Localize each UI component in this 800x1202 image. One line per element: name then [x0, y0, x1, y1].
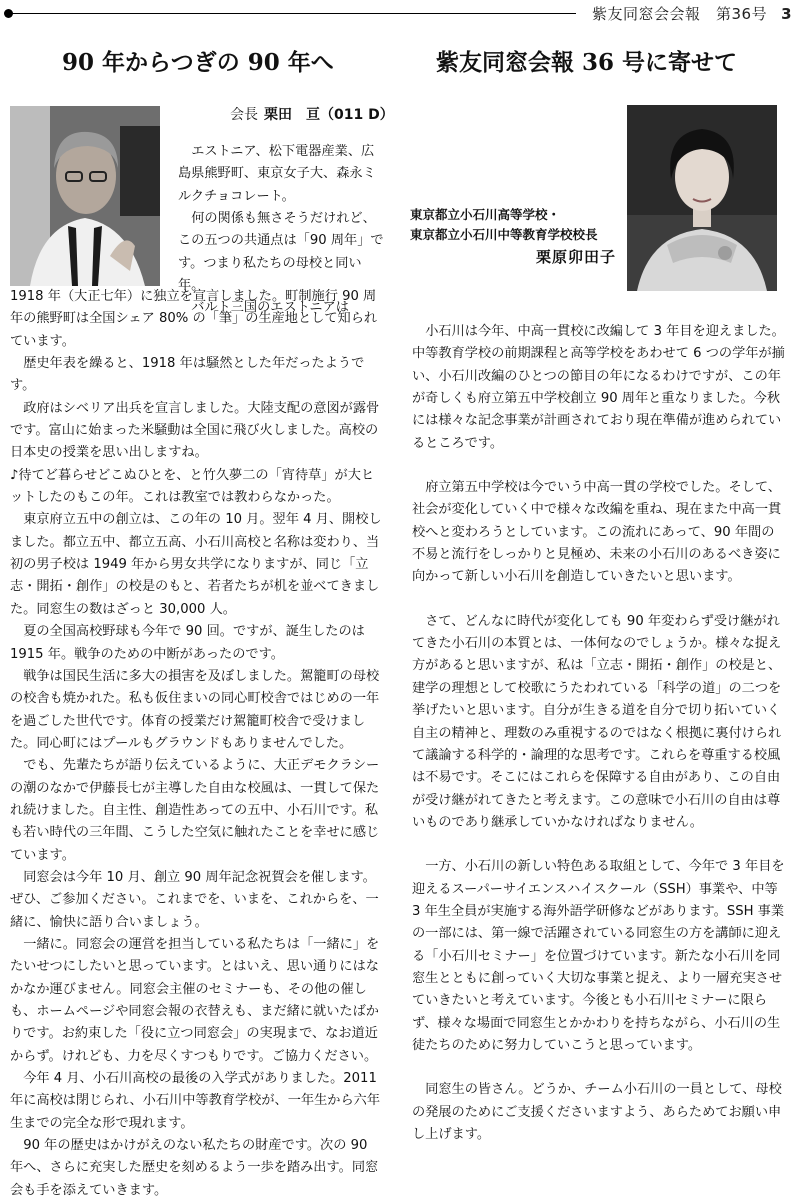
paragraph-spacer [412, 1057, 787, 1079]
newsletter-name: 紫友同窓会会報 第36号 [592, 5, 768, 23]
page-number: 3 [781, 5, 793, 23]
author-photo [10, 106, 160, 286]
paragraph: 同窓生の皆さん。どうか、チーム小石川の一員として、母校の発展のためにご支援くださいますよう、あらためてお願い申し上げます。 [412, 1082, 782, 1142]
principal-credit [410, 205, 617, 266]
paragraph: さて、どんなに時代が変化しても 90 年変わらず受け継がれてきた小石川の本質とは、一体何なのでしょうか。様々な捉え方があると思いますが、私は「立志・開拓・創作」の校是と、建学の理想として校歌にうたわれている「科学の道」の二つを挙げたいと思います。自分が生きる道を自分で切り拓いていく自主の精神と、理数のみ重視するのではなく根拠に裏付けられて議論する科学的・論理的な思考です。これらを尊重する校風は不易です。そこにはこれらを保障する自由があり、この自由が受け継がれてきたと考えます。この意味で小石川の自由は尊いものであり継承していかなければなりません。 [412, 613, 782, 830]
author-role: 会長 [230, 107, 258, 123]
paragraph: ♪待てど暮らせどこぬひとを、と竹久夢二の「宵待草」が大ヒットしたのもこの年。これは教室では教わらなかった。 [10, 467, 375, 506]
paragraph: でも、先輩たちが語り伝えているように、大正デモクラシーの潮のなかで伊藤長七が主導した自由な校風は、一貫して保たれ続けました。自主性、創造性あっての五中、小石川です。私も若い時代の三年間、こうした空気に触れたことを幸せに感じています。 [10, 758, 380, 863]
paragraph: 90 年の歴史はかけがえのない私たちの財産です。次の 90 年へ、さらに充実した歴史を刻めるよう一歩を踏み出す。同窓会も手を添えていきます。 [10, 1138, 379, 1198]
paragraph: 歴史年表を繰ると、1918 年は騒然とした年だったようです。 [10, 356, 365, 394]
paragraph: 戦争は国民生活に多大の損害を及ぼしました。駕籠町の母校の校舎も焼かれた。私も仮住まいの同心町校舎ではじめの一年を過ごした世代です。体育の授業だけ駕籠町校舎で受けました。同心町にはプールもグラウンドもありませんでした。 [10, 668, 380, 751]
left-article-body [10, 286, 384, 1202]
header-rule [8, 13, 576, 14]
paragraph-spacer [412, 455, 787, 477]
paragraph: 小石川は今年、中高一貫校に改編して 3 年目を迎えました。中等教育学校の前期課程と高等学校をあわせて 6 つの学年が揃い、小石川改編のひとつの節目の年になるわけですが、この年が奇しくも府立第五中学校創立 90 周年と重なりました。今秋には様々な記念事業が計画されており現在準備が進められているところです。 [412, 324, 785, 451]
school-name-high: 東京都立小石川高等学校・ [410, 207, 561, 222]
principal-name: 栗原卯田子 [536, 248, 617, 266]
right-article-title: 紫友同窓会報 36 号に寄せて [436, 49, 738, 76]
page-header [592, 3, 792, 24]
paragraph-spacer [412, 589, 787, 611]
right-article-body [412, 321, 787, 1146]
principal-photo [627, 105, 777, 291]
paragraph: バルト三国のエストニアは [191, 300, 349, 316]
paragraph: 一方、小石川の新しい特色ある取組として、今年で 3 年目を迎えるスーパーサイエンスハイスクール（SSH）事業や、中等 3 年生全員が実施する海外語学研修などがあります。SSH 事業の一部には、第一線で活躍されている同窓生の方を講師に迎える「小石川セミナー」を位置づけています。新たな小石川を同窓生とともに創っていく大切な事業と捉え、より一層充実させていきたいと考えています。今後とも小石川セミナーに限らず、様々な場面で同窓生とかかわりを持ちながら、小石川の生徒たちのために努力していこうと思っています。 [412, 859, 785, 1053]
paragraph: 政府はシベリア出兵を宣言しました。大陸支配の意図が露骨です。富山に始まった米騒動は全国に飛び火しました。高校の日本史の授業を思い出しますね。 [10, 400, 380, 461]
paragraph: 一緒に。同窓会の運営を担当している私たちは「一緒に」をたいせつにしたいと思っています。とはいえ、思い通りにはなかなか運びません。同窓会主催のセミナーも、その他の催しも、ホームページや同窓会報の衣替えも、まだ緒に就いたばかりです。お約束した「役に立つ同窓会」の実現まで、なお道近からず。けれども、力を尽くすつもりです。ご協力ください。 [10, 936, 380, 1064]
paragraph: 今年 4 月、小石川高校の最後の入学式がありました。2011 年に高校は閉じられ、小石川中等教育学校が、一年生から六年生までの完全な形で現れます。 [10, 1071, 381, 1131]
paragraph: 1918 年（大正七年）に独立を宣言しました。町制施行 90 周年の熊野町は全国シェア 80% の「筆」の生産地として知られています。 [10, 289, 378, 349]
author-name: 栗田 亘（011 D） [264, 107, 394, 123]
school-name-secondary: 東京都立小石川中等教育学校校長 [410, 227, 598, 242]
left-byline [230, 104, 394, 124]
paragraph: 府立第五中学校は今でいう中高一貫の学校でした。そして、社会が変化していく中で様々な改編を重ね、現在また中高一貫校へと変わろうとしています。この流れにあって、90 年間の不易と流行をしっかりと見極め、未来の小石川のあるべき姿に向かって新しい小石川を創造していきたいと思います。 [412, 480, 782, 585]
paragraph: 夏の全国高校野球も今年で 90 回。ですが、誕生したのは 1915 年。戦争のための中断があったのです。 [10, 624, 365, 662]
paragraph: 何の関係も無さそうだけれど、この五つの共通点は「90 周年」です。つまり私たちの母校と同い年。 [178, 211, 384, 294]
paragraph: エストニア、松下電器産業、広島県熊野町、東京女子大、森永ミルクチョコレート。 [178, 144, 376, 204]
paragraph-spacer [412, 834, 787, 856]
left-article-title: 90 年からつぎの 90 年へ [62, 49, 334, 76]
paragraph: 東京府立五中の創立は、この年の 10 月。翌年 4 月、開校しました。都立五中、都立五高、小石川高校と名称は変わり、当初の男子校は 1949 年から男女共学になりますが、同じ「立志・開拓・創作」の校是のもと、若者たちが机を並べてきました。同窓生の数はざっと 30,000 人。 [10, 512, 382, 617]
paragraph: 同窓会は今年 10 月、創立 90 周年記念祝賀会を催します。ぜひ、ご参加ください。これまでを、いまを、これからを、一緒に、愉快に語り合いましょう。 [10, 869, 379, 930]
